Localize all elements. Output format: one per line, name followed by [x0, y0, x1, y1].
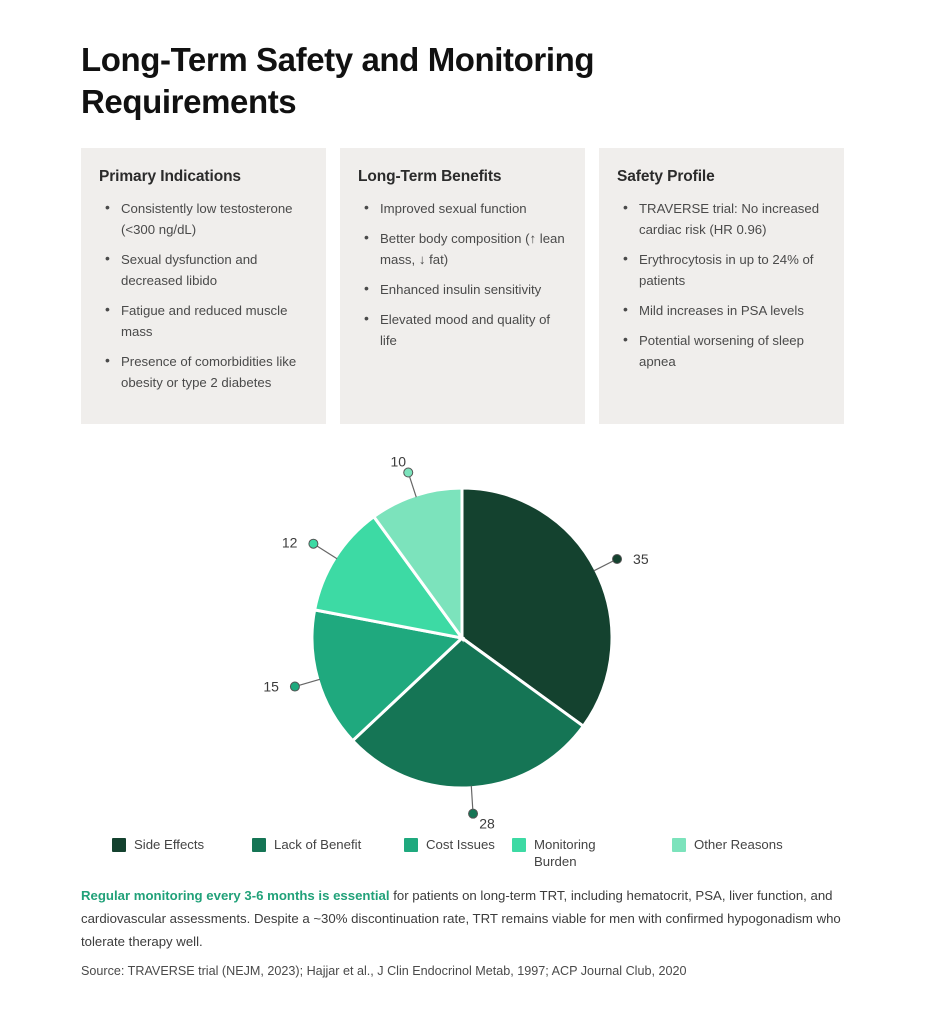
- list-item: • TRAVERSE trial: No increased cardiac risk (HR 0.96): [617, 198, 826, 240]
- card-title: Long-Term Benefits: [358, 168, 502, 185]
- card-title: Primary Indications: [99, 168, 241, 185]
- pie-label-dot-icon: [613, 555, 622, 564]
- source-citation: Source: TRAVERSE trial (NEJM, 2023); Hajjar et al., J Clin Endocrinol Metab, 1997; ACP Journal Club, 2020: [81, 964, 687, 978]
- legend-swatch-icon: [672, 838, 686, 852]
- summary-text: [81, 884, 843, 953]
- legend-swatch-icon: [252, 838, 266, 852]
- legend-item-label: Monitoring Burden: [534, 837, 596, 869]
- list-item: • Potential worsening of sleep apnea: [617, 330, 826, 372]
- list-item: • Consistently low testosterone (<300 ng/dL): [99, 198, 308, 240]
- list-item: • Better body composition (↑ lean mass, ↓ fat): [358, 228, 567, 270]
- pie-value-label: 15: [263, 678, 279, 695]
- pie-value-label: 12: [281, 534, 298, 551]
- list-item: • Elevated mood and quality of life: [358, 309, 567, 351]
- list-item: • Presence of comorbidities like obesity or type 2 diabetes: [99, 351, 308, 393]
- list-item: • Fatigue and reduced muscle mass: [99, 300, 308, 342]
- pie-label-dot-icon: [469, 809, 478, 818]
- legend-swatch-icon: [512, 838, 526, 852]
- legend-item-monitoring-burden[interactable]: [512, 836, 672, 870]
- pie-value-label: 28: [479, 815, 495, 830]
- card-bullet-list: [99, 198, 308, 393]
- pie-chart: [0, 450, 926, 830]
- card-bullet-list: [358, 198, 567, 351]
- list-item: • Improved sexual function: [358, 198, 567, 219]
- pie-value-label: 35: [633, 551, 649, 568]
- pie-value-label: 10: [390, 453, 407, 470]
- list-item: • Erythrocytosis in up to 24% of patients: [617, 249, 826, 291]
- pie-slice-group: [312, 488, 612, 788]
- card-primary-indications: [81, 148, 326, 424]
- pie-chart-svg: [0, 450, 926, 830]
- page-title: Long-Term Safety and Monitoring Requirements: [81, 41, 595, 120]
- legend-item-other-reasons[interactable]: [672, 836, 822, 870]
- list-item: • Sexual dysfunction and decreased libido: [99, 249, 308, 291]
- summary-rest: for patients on long-term TRT, including hematocrit, PSA, liver function, and cardiovascular assessments. Despite a ~30% discontinuation rate, TRT remains viable for men with confirmed hypogonadism who tolerate therapy well.: [81, 888, 841, 949]
- legend-item-label: Lack of Benefit: [274, 837, 362, 852]
- card-bullet-list: [617, 198, 826, 372]
- card-title: Safety Profile: [617, 168, 715, 185]
- legend-item-side-effects[interactable]: [112, 836, 252, 870]
- legend-item-lack-of-benefit[interactable]: [252, 836, 404, 870]
- legend-item-label: Side Effects: [134, 837, 205, 852]
- card-long-term-benefits: [340, 148, 585, 424]
- list-item: • Mild increases in PSA levels: [617, 300, 826, 321]
- card-safety-profile: [599, 148, 844, 424]
- legend-swatch-icon: [112, 838, 126, 852]
- list-item: • Enhanced insulin sensitivity: [358, 279, 567, 300]
- info-card-group: [81, 148, 845, 424]
- summary-highlight: Regular monitoring every 3-6 months is essential: [81, 888, 390, 903]
- chart-legend: [112, 836, 842, 870]
- legend-item-label: Cost Issues: [426, 837, 495, 852]
- legend-item-label: Other Reasons: [694, 837, 783, 852]
- legend-item-cost-issues[interactable]: [404, 836, 512, 870]
- pie-label-dot-icon: [309, 539, 318, 548]
- legend-swatch-icon: [404, 838, 418, 852]
- pie-label-dot-icon: [290, 682, 299, 691]
